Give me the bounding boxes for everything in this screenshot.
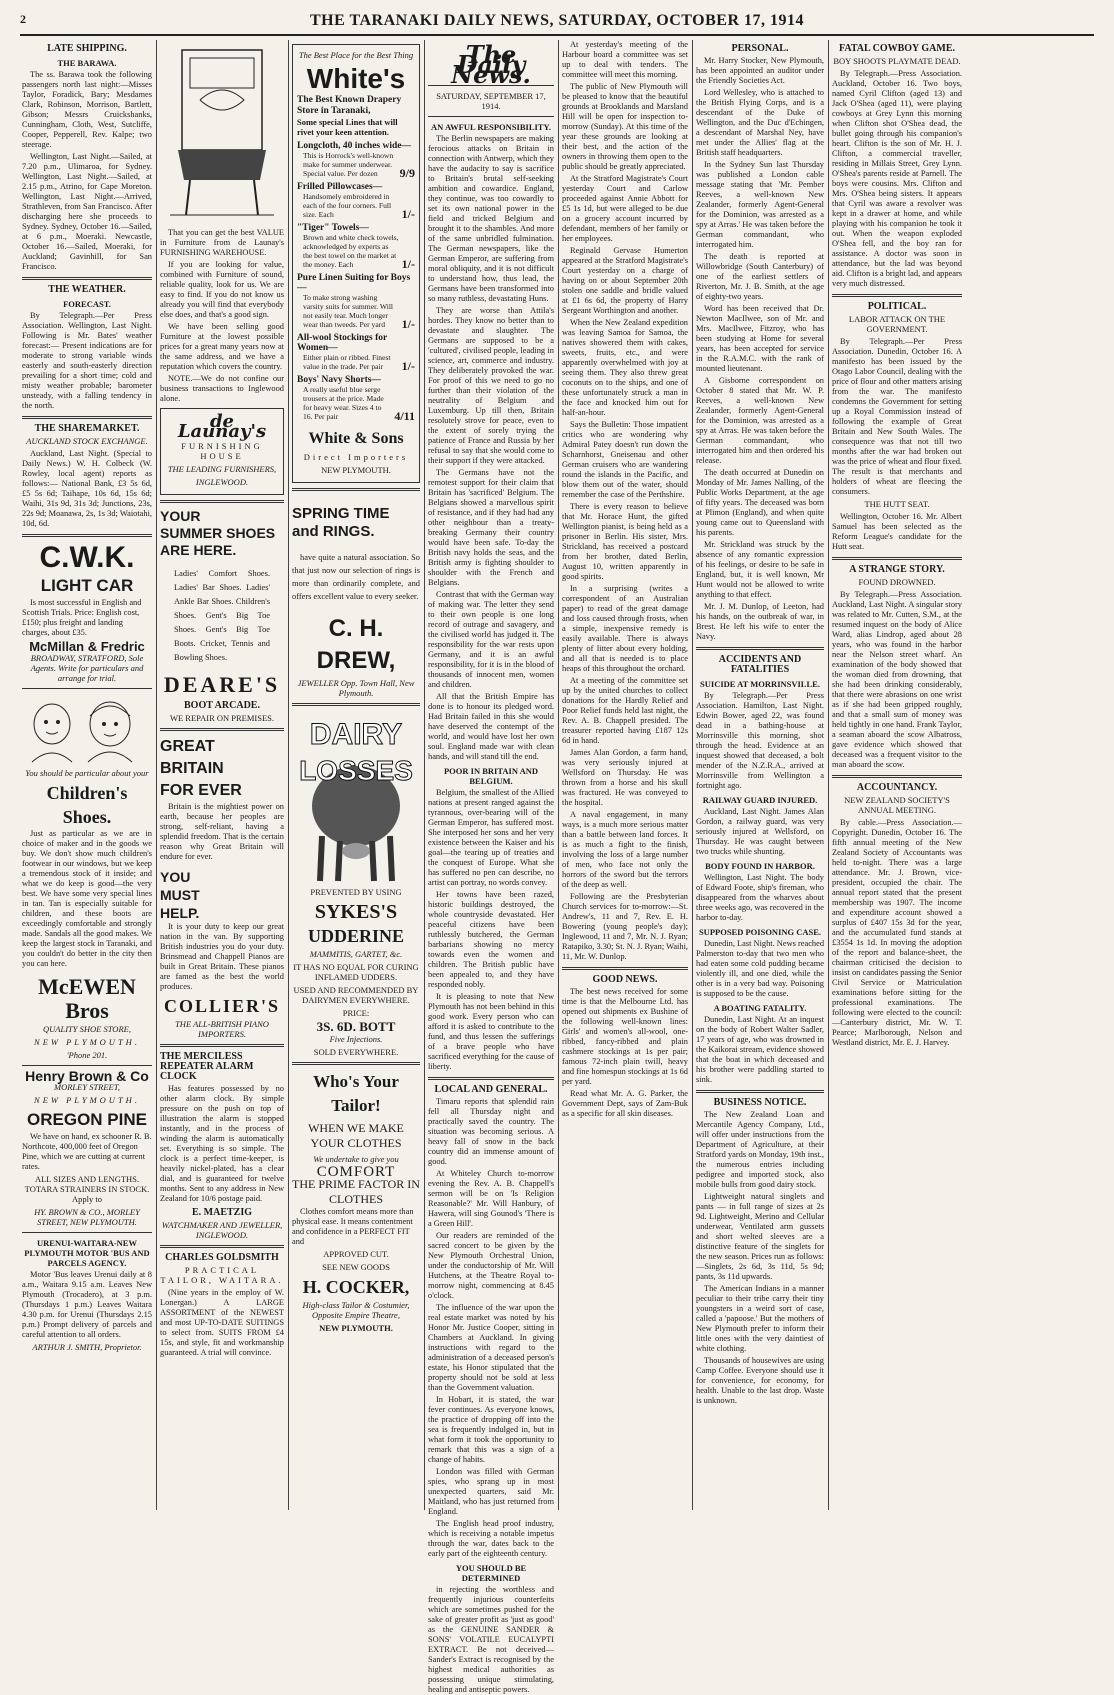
society-heading: NEW ZEALAND SOCIETY'S ANNUAL MEETING.: [844, 795, 950, 815]
masthead: [20, 8, 1094, 36]
spring-line-1: SPRING TIME: [292, 505, 390, 522]
gb-line-1: GREAT: [160, 738, 215, 755]
good-news-text: The best news received for some time is that the Melbourne Ltd. has opened out shipments ex Bushine of the following well-known lines: Girls' and women's all-wool, one-ribbed, fancy-ribbed and plain cashmere stockings at 1s per pair; famous 72-inch plain twill, heavy and fine homespun stockings at 1s 6d per yard.: [562, 987, 688, 1086]
weather-heading: THE WEATHER.: [48, 284, 126, 295]
whites-item: [297, 375, 415, 421]
page-number: 2: [20, 12, 27, 26]
mcewen-sub: QUALITY SHOE STORE,: [43, 1024, 131, 1034]
personal-paragraph: The death occurred at Dunedin on Monday of Mr. James Nalling, of the Public Works Department, at the age of fifty years. The deceased was born at Plimon (England), and when quite young came out to Queensland with his parents.: [696, 468, 824, 537]
political-heading: POLITICAL.: [867, 301, 927, 312]
divider: [696, 647, 824, 650]
shoes-title: Children's Shoes.: [46, 783, 128, 827]
cocker-town: NEW PLYMOUTH.: [319, 1323, 393, 1333]
leader-article: [428, 134, 554, 762]
whites-sub-2: Some special Lines that will rivet your keen attention.: [297, 117, 398, 137]
oregon-text: We have on hand, ex schooner R. B. Northcote, 400,000 feet of Oregon Pine, which we are cutting at current rates.: [22, 1132, 152, 1171]
business-heading: BUSINESS NOTICE.: [713, 1097, 807, 1108]
summer-line-3: ARE HERE.: [160, 542, 237, 558]
personal-paragraph: Lord Wellesley, who is attached to the British Flying Corps, and is a descendant of the Duke of Wellington, and the Duc d'Echingen, a descendant of Marshal Ney, have met under the Allies' flag at the British staff headquarters.: [696, 88, 824, 157]
whites-signature: White & Sons: [308, 430, 404, 447]
goldsmith-sub: PRACTICAL TAILOR, WAITARA.: [160, 1265, 284, 1285]
railway-heading: RAILWAY GUARD INJURED.: [702, 795, 818, 805]
sykes-name: SYKES'S: [314, 901, 398, 923]
personal-paragraph: Mr. Strickland was struck by the absence of any romantic expression of his feelings, or desire to be safe in England, but, it is well known, Mr Hunt would not be allowed to write anything to that effect.: [696, 540, 824, 599]
spring-text: have quite a natural association. So that just now our selection of rings is more than ordinarily complete, and offers excellent value to every seeker.: [292, 553, 420, 601]
goldsmith-name: CHARLES GOLDSMITH: [165, 1252, 279, 1263]
poor-paragraph: Her towns have been razed, historic buildings destroyed, the whole countryside devastated. Her peaceful citizens have been ruthlessly butchered, the German barbarians showing no mercy towards even the women and children. The British public have been appealed to, and they have responded nobly.: [428, 890, 554, 989]
news-paragraph: At yesterday's meeting of the Harbour board a committee was set up to deal with tenders. The committee will meet this morning.: [562, 40, 688, 79]
item-price: 1/-: [401, 257, 415, 271]
henry-street: MORLEY STREET,: [54, 1082, 120, 1092]
cocker-ad: [292, 1070, 420, 1333]
deare-sub: BOOT ARCADE.: [184, 700, 260, 711]
comfort-word: COMFORT: [316, 1164, 396, 1180]
news-paragraph: The public of New Plymouth will be pleased to know that the beautiful grounds at Brooklands and Marsland Hill will be open for inspection to-morrow (Sunday). At this time of the year these grounds are looking at their best, and the action of the owners in throwing them open to the public should be greatly appreciated.: [562, 82, 688, 171]
henry-brown-ad: [22, 1068, 152, 1227]
sharemarket-heading: THE SHAREMARKET.: [34, 423, 140, 434]
lightweight-text: Lightweight natural singlets and pants — in full range of sizes at 2s 9d. Lightweight, Merino and Cellular underwear, Ventilated arm gussets and short welted sleeves are a distinctive feature of the singlets for the new season. Prices run as follows:—Singlets, 2s 6d, 3s 11d, 5s 9d; pants, 3s 11d upwards.: [696, 1192, 824, 1281]
cwk-text: Is most successful in English and Scottish Trials. Price: English cost, £150; plus freight and landing charges, about £35.: [22, 598, 142, 637]
indians-text: The American Indians in a manner peculiar to their tribe carry their tiny youngsters in a weird sort of case, called a 'papoose.' But the mothers of New Plymouth prefer to inform their little ones with the very daintiest of white clothing.: [696, 1284, 824, 1353]
launay-town: INGLEWOOD.: [195, 477, 249, 487]
labor-text: By Telegraph.—Per Press Association. Dunedin, October 16. A manifesto has been issued by the Otago Labor Council, dealing with the price of flour and other matters arising from the war. The manifesto condemns the Government for setting up a Royal Commission instead of following the example of Great Britain and New South Wales. The consequence was that not till two months after the war had broken out was the price of wheat and flour fixed. The result is that merchants and holders of wheat are fleecing the consumers.: [832, 337, 962, 496]
whites-title: White's: [306, 63, 406, 94]
children-shoes-ad: [22, 694, 152, 1060]
urenui-signature: ARTHUR J. SMITH, Proprietor.: [32, 1342, 142, 1352]
column-3: [292, 40, 425, 1510]
divider: [160, 1044, 284, 1047]
divider: [832, 294, 962, 297]
deare-name: DEARE'S: [163, 672, 281, 697]
cowboy-subheading: BOY SHOOTS PLAYMATE DEAD.: [833, 56, 961, 66]
mcewen-name: McEWEN Bros: [38, 974, 136, 1023]
poison-text: Dunedin, Last Night. News reached Palmerston to-day that two men who had eaten some cold pudding became violently ill, and one died, while the other is in a very bad way. Poisoning is supposed to be the cause.: [696, 939, 825, 998]
urenui-ad: [22, 1238, 152, 1352]
colliers-name: COLLIER'S: [163, 996, 281, 1016]
local-paragraph: London was filled with German spies, who sprang up in most unexpected quarters, said Mr. Maitland, who has just returned from England.: [428, 1467, 554, 1516]
item-name: "Tiger" Towels—: [297, 223, 369, 233]
goldsmith-text: (Nine years in the employ of W. Lonergan.) A LARGE ASSORTMENT of the NEWEST and most UP-TO-DATE SUITINGS to select from. SUITS FROM £4 15s, and style, fit and workmanship guaranteed. A trial will convince.: [160, 1288, 284, 1357]
ymh-text: It is your duty to keep our great nation in the van. By supporting British industries you do your duty. Brinsmead and Chappell Pianos are built in Great Britain. These pianos are famed as the best the world produces.: [160, 922, 284, 991]
summer-shoes-ad: [160, 508, 284, 723]
gb-line-3: FOR EVER: [160, 782, 242, 799]
railway-text: Auckland, Last Night. James Alan Gordon, a railway guard, was very seriously injured at Wellsford, on Thursday. He was caught between two trucks while shunting.: [696, 807, 824, 856]
dairy-word: DAIRY: [309, 718, 403, 751]
column-2: [160, 40, 289, 1510]
deare-repair: WE REPAIR ON PREMISES.: [169, 713, 275, 723]
sharemarket-text: Auckland, Last Night. (Special to Daily News.) W. H. Colbeck (W. Rowley, local agent) reports as follows:— National Bank, £3 5s 6d, £5 5s 6d; Taihape, 10s 6d, 15s 6d; Waihi, 31s 9d, 31s 3d; Junctions, 23s, 22s 9d; Moanawa, 2s, 1s 3d; Waiotahi, 10d, 6d.: [22, 449, 152, 528]
cocker-name: H. COCKER,: [302, 1277, 410, 1297]
strange-heading: A STRANGE STORY.: [849, 564, 945, 575]
personal-paragraph: Word has been received that Dr. Newton MacIlwee, son of Mr. and Mrs. MacIlwee, Fitzroy, who has been studying at Home for several years, has been accepted for service in the R.A.M.C. with the rank of mounted lieutenant.: [696, 304, 824, 373]
poor-paragraph: Belgium, the smallest of the Allied nations at present ranged against the tyrannous, over-bearing will of the German Emperor, has suffered most. She interposed her sons and her very existence between the Kaiser and his goal—the tearing up of treaties and the conquest of Europe. What she has suffered no pen can describe, no artist can portray, no words convey.: [428, 788, 554, 887]
summer-line-1: YOUR: [160, 508, 201, 524]
gb-line-2: BRITAIN: [160, 760, 224, 777]
news-paragraph: Following are the Presbyterian Church services for to-morrow:—St. Andrew's, 11 and 7, Rev. E. H. Bowering (young people's day); Inglewood, 11 and 7, Mr. N. J. Ryan; Ratapiko, 3.30; St. N. J. Ryan; Waihi, 11, Mr. W. Dunlop.: [562, 892, 688, 961]
shipping-text: Wellington, Last Night.—Sailed, at 7.20 p.m., Ulimaroa, for Sydney. Wellington, Last Night.—Sailed, at 2.15 p.m., Atrino, for Cape Moreton. Wellington, Last Night.—Arrived, Strathleven, from San Francisco. After discharging here she proceeds to Sydney. Sydney, October 16.—Sailed, at 6 p.m., Moeraki. Newcastle, October 16.—Sailed, Moeraki, for Auckland; Gavinhill, for San Francisco.: [22, 152, 152, 271]
personal-paragraph: Mr. J. M. Dunlop, of Leeton, had his hands, on the outbreak of war, in Brest. He left his wife to enter the Navy.: [696, 602, 824, 641]
suicide-heading: SUICIDE AT MORRINSVILLE.: [700, 679, 820, 689]
merciless-text: Has features possessed by no other alarm clock. By simple pressure on the push on top of illustration the alarm is stopped instantly, and in the process of winding the alarm is automatically set. Everything is so simple. The clock is a perfect time-keeper, is heavily nickel-plated, has a clear dial, and is guaranteed for twelve months. Sent to any address in New Zealand for 10/6 postage paid.: [160, 1084, 284, 1203]
whites-town: NEW PLYMOUTH.: [321, 465, 391, 475]
goldsmith-ad: [160, 1253, 284, 1358]
whites-sub: The Best Known Drapery Store in Taranaki,: [297, 95, 402, 116]
divider: [22, 277, 152, 280]
body-text: Wellington, Last Night. The body of Edward Foote, ship's fireman, who disappeared from the wharves about three weeks ago, was recovered in the harbor to-day.: [696, 873, 824, 922]
personal-paragraph: Mr. Harry Stocker, New Plymouth, has been appointed an auditor under the Friendly Societies Act.: [696, 56, 824, 85]
divider: [428, 116, 554, 117]
tailor-text: Clothes comfort means more than physical ease. It means contentment and confidence in a PERFECT FIT and: [292, 1207, 414, 1246]
tailor-line-2: WHEN WE MAKE YOUR CLOTHES: [308, 1121, 404, 1150]
leader-heading: AN AWFUL RESPONSIBILITY.: [431, 122, 551, 132]
item-description: A really useful blue serge trousers at the price. Made for heavy wear. Sizes 4 to 16. Per pair: [303, 385, 384, 421]
colliers-sub: THE ALL-BRITISH PIANO IMPORTERS.: [175, 1019, 269, 1039]
launay-text-3: We have been selling good Furniture at the lowest possible prices for a great many years now at the same address, and we have a reputation which covers the country.: [160, 322, 284, 371]
personal-article: [696, 56, 824, 642]
divider: [160, 500, 284, 503]
poison-heading: SUPPOSED POISONING CASE.: [698, 927, 822, 937]
udderine-text: IT HAS NO EQUAL FOR CURING INFLAMED UDDERS.: [293, 962, 419, 982]
local-paragraph: Our readers are reminded of the sacred concert to be given by the New Plymouth Orchestral Union, under the conductorship of Mr. Will Hutchens, at the Theatre Royal to-morrow night, commencing at 8.45 o'clock.: [428, 1231, 554, 1300]
general-news: [562, 40, 688, 962]
divider: [292, 703, 420, 706]
oregon-title: OREGON PINE: [27, 1110, 147, 1129]
drew-sub: JEWELLER Opp. Town Hall, New Plymouth.: [297, 678, 415, 698]
prime-factor: THE PRIME FACTOR IN CLOTHES: [292, 1177, 420, 1206]
local-paragraph: In Hobart, it is stated, the war fever continues. As everyone knows, the practice of dropping off into the sea is frequently indulged in, but in what form it took the opportunity to remark that this was a sign of a change of habits.: [428, 1395, 554, 1464]
great-britain-ad: [160, 736, 284, 1039]
weather-text: By Telegraph.—Per Press Association. Wellington, Last Night. Following is Mr. Bates' weather forecast:— Present indications are for moderate to strong variable winds easterly and south-easterly direction prevailing for a short time; cold and misty weather probable; barometer unsteady, with a falling tendency in the north.: [22, 311, 152, 410]
price-label: PRICE:: [342, 1008, 370, 1018]
tailor-line-3: We undertake to give you: [313, 1154, 399, 1164]
alarm-clock-ad: [160, 1052, 284, 1240]
udderine-recommend: USED AND RECOMMENDED BY DAIRYMEN EVERYWHERE.: [293, 985, 419, 1005]
spring-rings-ad: [292, 505, 420, 698]
divider: [832, 775, 962, 778]
henry-town: NEW PLYMOUTH.: [34, 1095, 140, 1105]
column-1: [22, 40, 157, 1510]
cowboy-text: By Telegraph.—Press Association. Auckland, October 16. Two boys, named Cyril Clifton (aged 13) and Jack O'Shea (aged 11), were playing cowboys at Grey Lynn this morning when Clifton shot O'Shea dead, the bullet going through his companion's heart. Clifton is the son of Mr. H. J. Clifton, a commercial traveller, residing in Millais Street, Grey Lynn. O'Shea's parents reside at Parnell. The boys were cousins. Mrs. Clifton and Mrs. O'Shea being sisters. It appears that Cyril was aware a revolver was kept in a drawer at home, and while playing with his companion he took it out. When the weapon exploded O'Shea fell, and the boy ran for assistance. A doctor was soon in attendance, but the lad was beyond aid. Clifton is a bright lad, and appears very much distressed.: [832, 69, 963, 288]
item-name: All-wool Stockings for Women—: [297, 333, 388, 353]
news-paragraph: There is every reason to believe that Mr. Horace Hunt, the gifted Wellington pianist, is being held as a prisoner in Berlin. His sister, Mrs. Strickland, has received a postcard from her brother, dated Berlin, August 10, written apparently in good spirits.: [562, 502, 688, 581]
divider: [292, 488, 420, 491]
launay-sub: FURNISHING HOUSE: [181, 441, 263, 461]
cwk-ad: [22, 542, 152, 683]
news-paragraph: At a meeting of the committee set up by the united churches to collect donations for the Hardly Relief and Poor Relief funds held last night, the Rev. A. B. Chappell presided. The treasurer reported having £187 12s 6d in hand.: [562, 676, 688, 745]
dairy-losses-illustration: [292, 711, 420, 886]
leader-paragraph: Contrast that with the German way of making war. The letter they send to their own people is one long record of outrage and savagery, and the civilised world has judged it. The responsibility for the war rests upon Germany, and it is an awful responsibility, for it is in the blood of thousands of innocent men, women and children.: [428, 590, 554, 689]
sharemarket-subheading: AUCKLAND STOCK EXCHANGE.: [26, 436, 148, 446]
item-price: 1/-: [401, 207, 415, 221]
gb-text: Britain is the mightiest power on earth, because her peoples are strong, self-reliant, having a splendid freedom. That is the certain reason why Great Britain will endure for ever.: [160, 802, 284, 861]
masthead-title: THE TARANAKI DAILY NEWS, SATURDAY, OCTOBER 17, 1914: [309, 12, 805, 29]
nameplate: The Daily News.: [451, 40, 531, 89]
divider: [22, 688, 152, 689]
news-paragraph: Reginald Gervase Humerton appeared at the Stratford Magistrate's Court yesterday on a charge of having on or about September 20th stolen one saddle and bridle valued at £1 6s 6d, the property of Harry Sergeant Worthington and another.: [562, 246, 688, 315]
leader-paragraph: They are worse than Attila's hordes. They know no better than to devastate and slaughter. The Germans are supposed to be a 'cultured', civilised people, leading in science, art, commerce and industry. They deliberately provoked the war. For proof of this we need to go no further than their violation of the neutrality of Belgium and Luxemburg. Up till then, Britain resolutely strove for peace, even to the extent of sorely trying the patience of France and Russia by her refusal to say that she would come to their support if they were attacked.: [428, 306, 554, 465]
furniture-illustration: [160, 40, 284, 225]
personal-paragraph: In the Sydney Sun last Thursday was published a London cable message stating that 'Mr. Pember Reeves, a well-known New Zealander, formerly Agent-General for the Dominion, was arrested as a spy at Arras.' He was taken before the German commandant, who interrogated him.: [696, 160, 824, 249]
divider: [22, 416, 152, 419]
labor-heading: LABOR ATTACK ON THE GOVERNMENT.: [848, 314, 946, 334]
business-text: The New Zealand Loan and Mercantile Agency Company, Ltd., will offer under instructions from the Department of Agriculture, at their Stratford yards on Monday, 19th inst., the numerous entries including pedigree and imported stock, also mobile bulls from good dairy stock.: [696, 1110, 824, 1189]
news-paragraph: A naval engagement, in many ways, is a much more serious matter than a battle between land forces. It is as much a fight to the finish, involving the loss of a large number of men, who face not only the horrors of the sword but the terrors of the deep as well.: [562, 810, 688, 889]
cowboy-heading: FATAL COWBOY GAME.: [838, 43, 956, 54]
divider: [832, 557, 962, 560]
item-description: This is Horrock's well-known make for summer underwear. Special value. Per dozen: [303, 151, 394, 178]
thousands-text: Thousands of housewives are using Camp Coffee. Everyone should use it for convenience, for economy, for health. Unable to the last drop. Waste is unknown.: [696, 1356, 824, 1405]
column-4: [428, 40, 559, 1694]
henry-signature: HY. BROWN & CO., MORLEY STREET, NEW PLYMOUTH.: [34, 1207, 140, 1227]
item-description: To make strong washing varsity suits for summer. Will not easily tear. Much longer wear than tweeds. Per yard: [303, 293, 394, 329]
news-paragraph: When the New Zealand expedition was leaving Samoa for Samoa, the natives showered them with cakes, sweets, fruits, etc., and were apparently overwhelmed with joy at seeing them. They also threw great coconuts on to the ships, and one of these unfortunately struck a man in the face and knocked him out for half-an-hour.: [562, 318, 688, 417]
whites-item: [297, 273, 415, 329]
good-news-text-2: Read what Mr. A. G. Parker, the Government Dept, says of Zam-Buk as a specific for all skin diseases.: [562, 1089, 688, 1118]
hutt-text: Wellington, October 16. Mr. Albert Samuel has been selected as the Reform League's candidate for the Hutt seat.: [832, 512, 962, 551]
divider: [562, 967, 688, 970]
item-name: Pure Linen Suiting for Boys—: [297, 273, 411, 293]
children-illustration: [22, 694, 152, 764]
whites-ad: [292, 44, 420, 483]
item-price: 1/-: [401, 359, 415, 373]
drowned-heading: FOUND DROWNED.: [858, 577, 936, 587]
launay-lead: THE LEADING FURNISHERS,: [167, 464, 277, 474]
approved-cut: APPROVED CUT.: [323, 1249, 389, 1259]
good-news-heading: GOOD NEWS.: [592, 974, 658, 985]
item-price: 1/-: [401, 317, 415, 331]
sizes-text: ALL SIZES AND LENGTHS. TOTARA STRAINERS IN STOCK. Apply to: [24, 1174, 150, 1204]
divider: [160, 728, 284, 731]
maetzig-name: E. MAETZIG: [191, 1207, 252, 1218]
henry-brown-name: Henry Brown & Co: [25, 1068, 149, 1084]
dateline: SATURDAY, SEPTEMBER 17, 1914.: [436, 91, 546, 111]
merciless-heading: THE MERCILESS REPEATER ALARM CLOCK: [160, 1051, 254, 1082]
sold-everywhere: SOLD EVERYWHERE.: [313, 1047, 399, 1057]
summer-line-2: SUMMER SHOES: [160, 525, 276, 541]
leader-paragraph: The Germans have not the remotest support for their claim that Britain has 'sacrificed' Belgium. The Belgians showed a marvellous spirit of resistance, and if they had had any other neighbour than a treaty-breaking Germany their country would have been safe. To-day the British navy holds the seas, and the British army is fighting shoulder to shoulder with the French and Belgians.: [428, 468, 554, 587]
see-goods: SEE NEW GOODS: [322, 1262, 390, 1272]
society-text: By cable.—Press Association.—Copyright. Dunedin, October 16. The fifth annual meeting of the New Zealand Society of Accountants was held to-night. There was a large attendance. Mr. J. Brown, vice-president, occupied the chair. The annual report stated that the present membership was 1907. The income and expenditure account showed a surplus of £407 15s 3d for the year, and the accumulated fund stands at £3554 1s 1d. In moving the adoption of the report and balance-sheet, the chairman criticised the decision to insist on candidates passing the Senior Civil Service or Matriculation examinations before sitting for the professional examinations. The following were elected to the council:—Canterbury district, Mr. W. T. Pearce; Marlborough, Nelson and Westland district, Mr. E. J. Harvey.: [832, 818, 962, 1047]
divider: [292, 1062, 420, 1065]
local-paragraph: The influence of the war upon the real estate market was noted by his Honor Mr. Justice Cooper, sitting in Chambers at Auckland. In giving instructions with regard to the administration of a deceased person's estate, his Honor stipulated that the property should not be sold at less than the Government valuation.: [428, 1303, 554, 1392]
news-paragraph: At the Stratford Magistrate's Court yesterday Court and Carlow proceeded against Annie Abbott for £5 1s 1d, but were alleged to be due on a grocery account incurred by defendant, members of her family or her employees.: [562, 174, 688, 243]
cwk-title: C.W.K.: [39, 541, 135, 574]
hutt-heading: THE HUTT SEAT.: [864, 499, 930, 509]
item-description: Brown and white check towels, acknowledged by experts as the best towel on the market at the money. Each: [303, 233, 399, 269]
launay-text-2: If you are looking for value, combined with Furniture of sound, reliable quality, look for us. We are easy to find. If you do not know us already you will find that everybody else does, and that's a good sign.: [160, 260, 284, 319]
item-description: Either plain or ribbed. Finest value in the trade. Per pair: [303, 353, 391, 371]
ymh-line-2: MUST: [160, 887, 200, 903]
maetzig-sub: WATCHMAKER AND JEWELLER, INGLEWOOD.: [161, 1220, 283, 1240]
strange-text: By Telegraph.—Press Association. Auckland, Last Night. A singular story was related to Mr. Cutten, S.M., at the resumed inquest on the body of Alice Ward, alias Lindrop, aged about 28 years, who was found in the harbor near the Nelson street wharf. An examination of the body showed that the woman died from drowning, that she had been drinking considerably, that there were abrasions on one wrist as if she had been gripped roughly, and that a small sum of money was held tightly in one hand. Frank Taylor, a seaman aboard the scow Albatross, gave evidence which showed that deceased was a frequent visitor to the man aboard the scow.: [832, 590, 962, 769]
leader-paragraph: The Berlin newspapers are making ferocious attacks on Britain in connection with Antwerp, which they have the audacity to say is sacrifice to Britain's brutal self-seeking ambition and cowardice. England, they continue, was too cowardly to set its own national power in the field and tricked Belgium and brought it to the shambles. And more of the same unbridled fulmination. The German newspapers, like the German Emperor, are suffering from moral obliquity, and it is not difficult to understand how, thus lead, the Germans have been transformed into so many ruthless, devastating Huns.: [428, 134, 554, 303]
shoes-lead: You should be particular about your: [25, 768, 149, 778]
accidents-heading: ACCIDENTS AND FATALITIES: [718, 654, 802, 675]
launay-name: de Launay's: [177, 411, 267, 442]
losses-word: LOSSES: [299, 755, 413, 786]
divider: [22, 1232, 152, 1233]
local-general-heading: LOCAL AND GENERAL.: [434, 1084, 548, 1095]
divider: [22, 1065, 152, 1066]
prevented-text: PREVENTED BY USING: [310, 887, 402, 897]
whites-sig-2: Direct Importers: [303, 452, 409, 462]
personal-heading: PERSONAL.: [731, 43, 789, 54]
urenui-heading: URENUI-WAITARA-NEW PLYMOUTH MOTOR 'BUS AND PARCELS AGENCY.: [24, 1238, 150, 1268]
urenui-text: Motor 'Bus leaves Urenui daily at 8 a.m., Waitara 9.15 a.m. Leaves New Plymouth (Trocadero), at 3 p.m. (Thursdays 1 p.m.) Leaves Waitara 4.30 p.m. for Urenui (Thursdays 2.15 p.m.) Prompt delivery of parcels and careful attention to all orders.: [22, 1270, 152, 1339]
boating-heading: A BOATING FATALITY.: [713, 1003, 807, 1013]
ymh-line-3: HELP.: [160, 905, 200, 921]
personal-paragraph: A Gisborne correspondent on October 8 stated that Mr. W. P. Reeves, a well-known New Zealander, formerly Agent-General for the Dominion, was arrested as a spy at Arras. He was taken before the German commandant, who interrogated him and then ordered his release.: [696, 376, 824, 465]
divider: [696, 1090, 824, 1093]
forecast-heading: FORECAST.: [63, 299, 111, 309]
spring-line-2: and RINGS.: [292, 523, 375, 540]
whites-top: The Best Place for the Best Thing: [298, 50, 414, 60]
shoes-text: Just as particular as we are in choice of maker and in the goods we buy. We don't show much children's footwear in our windows, but we keep a tremendous stock of it inside; and what we do keep is good—the very best. We have some very special lines in tan. Tan is especially suitable for children, and these boots are exceedingly comfortable and strongly made. Sandals all the good makes. We keep the largest stock in Taranaki, and you couldn't do better in the city then you can here.: [22, 829, 152, 968]
whites-items-list: [297, 141, 415, 421]
mcewen-phone: 'Phone 201.: [66, 1050, 108, 1060]
accountancy-heading: ACCOUNTANCY.: [856, 782, 938, 793]
body-heading: BODY FOUND IN HARBOR.: [705, 861, 815, 871]
column-5: [562, 40, 693, 1510]
whites-item: [297, 223, 415, 269]
summer-items: Ladies' Comfort Shoes. Ladies' Bar Shoes. Ladies' Ankle Bar Shoes. Children's Shoes. Gent's Big Toe Shoes. Gent's Big Toe Boots. Cricket, Tennis and Bowling Shoes.: [174, 569, 270, 662]
udderine-sub: MAMMITIS, GARTET, &c.: [309, 949, 403, 959]
cwk-subtitle: LIGHT CAR: [40, 576, 134, 595]
poor-article: [428, 788, 554, 1072]
divider: [160, 1245, 284, 1248]
determined-heading: YOU SHOULD BE DETERMINED: [455, 1563, 527, 1583]
mcewen-town: NEW PLYMOUTH.: [34, 1037, 140, 1047]
barawa-text: The ss. Barawa took the following passengers north last night:—Misses Taylor, Foradick, Bary; Mesdames Clark, Robinson, Morrison, Bartlett, Gibson; Messrs Cruickshanks, Cunningham, Cloth, West, Sutcliffe, Cooper, Pepperell, Rev. Kalpe; two steerage.: [22, 70, 152, 149]
leader-paragraph: All that the British Empire has done is to honour its pledged word. Had Britain failed in this she would have deserved the contempt of the world, and would have lost her own soul. England made war with clean hands, and will stand till the end.: [428, 692, 554, 761]
local-paragraph: Timaru reports that splendid rain fell all Thursday night and practically saved the country. The situation was becoming serious. A heavy fall of snow in the back country did an immense amount of good.: [428, 1097, 554, 1166]
udderine-name: UDDERINE: [307, 926, 404, 946]
item-price: 9/9: [399, 166, 415, 180]
boating-text: Dunedin, Last Night. At an inquest on the body of Robert Walter Sadler, 17 years of age, who was drowned in the Kaikorai stream, evidence showed that the boat in which deceased and his brother were paddling started to sink.: [696, 1015, 824, 1084]
mcmillan-address: BROADWAY, STRATFORD, Sole Agents. Write for particulars and arrange for trial.: [30, 653, 144, 683]
local-paragraph: The English head proof industry, which is receiving a notable impetus through the war, dates back to the early part of the eighteenth century.: [428, 1519, 554, 1558]
whites-item: [297, 333, 415, 371]
news-paragraph: James Alan Gordon, a farm hand, was very seriously injured at Wellsford on Thursday. He was thrown from a horse and his skull was fractured. He was conveyed to the hospital.: [562, 748, 688, 807]
column-7: [832, 40, 962, 1510]
item-name: Frilled Pillowcases—: [297, 182, 383, 192]
item-price: 4/11: [394, 409, 415, 423]
drew-name: C. H. DREW,: [316, 615, 396, 674]
barawa-heading: THE BARAWA.: [57, 58, 117, 68]
divider: [428, 1077, 554, 1080]
personal-paragraph: The death is reported at Willowbridge (South Canterbury) of one of the earliest settlers of Riverton, Mr. J. B. Smith, at the age of eighty-two years.: [696, 252, 824, 301]
item-name: Boys' Navy Shorts—: [297, 375, 381, 385]
local-general-article: [428, 1097, 554, 1559]
mcmillan-name: McMillan & Fredric: [29, 639, 145, 654]
launay-signature-box: [160, 408, 284, 495]
news-paragraph: Says the Bulletin: Those impatient critics who are wondering why Admiral Patey doesn't run down the Scharnhorst, Gneisenau and other German cruisers who are wandering round the islands in the Pacific, and blow them out of the water, should remember the case of the Perthshire.: [562, 420, 688, 499]
item-name: Longcloth, 40 inches wide—: [297, 141, 412, 151]
price-value: 3S. 6D. BOTT: [316, 1019, 396, 1034]
news-paragraph: In a surprising (writes a correspondent of an Australian paper) to read of the great damage and loss caused through frosts, when a simple, inexpensive remedy is easily available. There is always plenty of litter about every holding, and all that is needed is to place heaps of this throughout the orchard.: [562, 584, 688, 673]
late-shipping-heading: LATE SHIPPING.: [47, 43, 127, 54]
determined-text: in rejecting the worthless and frequently injurious counterfeits which are sometimes pushed for the sake of greater profit as 'just as good' as the GENUINE SANDER & SONS' VOLATILE EUCALYPTI EXTRACT. Be not deceived—Sander's Extract is recognised by the highest medical authorities as possessing unique stimulating, healing and antiseptic powers.: [428, 1585, 554, 1694]
launay-text-1: That you can get the best VALUE in Furniture from de Launay's FURNISHING WAREHOUSE.: [160, 228, 284, 257]
cocker-sub: High-class Tailor & Costumier, Opposite Empire Theatre,: [302, 1300, 410, 1320]
poor-heading: POOR IN BRITAIN AND BELGIUM.: [443, 766, 539, 786]
launay-note: NOTE.—We do not confine our business transactions to Inglewood alone.: [160, 374, 284, 403]
poor-paragraph: It is pleasing to note that New Plymouth has not been behind in this good work. Every person who can afford it is asked to contribute to the fund, and thus lessen the sufferings of a brave people who have sacrificed everything for the cause of liberty.: [428, 992, 554, 1071]
local-paragraph: At Whiteley Church to-morrow evening the Rev. A. B. Chappell's sermon will be on 'Is Religion Reasonable?' Mr. Will Hanbury, of Hawera, will sing Gounod's 'There is a Green Hill'.: [428, 1169, 554, 1228]
price-sub: Five Injections.: [329, 1034, 383, 1044]
ymh-line-1: YOU: [160, 869, 191, 885]
whites-item: [297, 141, 415, 178]
column-6: [696, 40, 829, 1510]
suicide-text: By Telegraph.—Per Press Association. Hamilton, Last Night. Edwin Bower, aged 22, was found dead in a bathing-house at Morrinsville this morning, shot through the head. Evidence at an inquest showed that deceased, a bolt mender of the N.Z.R.A., arrived at Morrinsville from Wellington a fortnight ago.: [696, 691, 824, 790]
tailor-heading: Who's Your Tailor!: [313, 1072, 399, 1115]
whites-item: [297, 182, 415, 219]
udderine-ad: [292, 711, 420, 1057]
divider: [22, 534, 152, 537]
item-description: Handsomely embroidered in each of the four corners. Full size. Each: [303, 192, 392, 219]
